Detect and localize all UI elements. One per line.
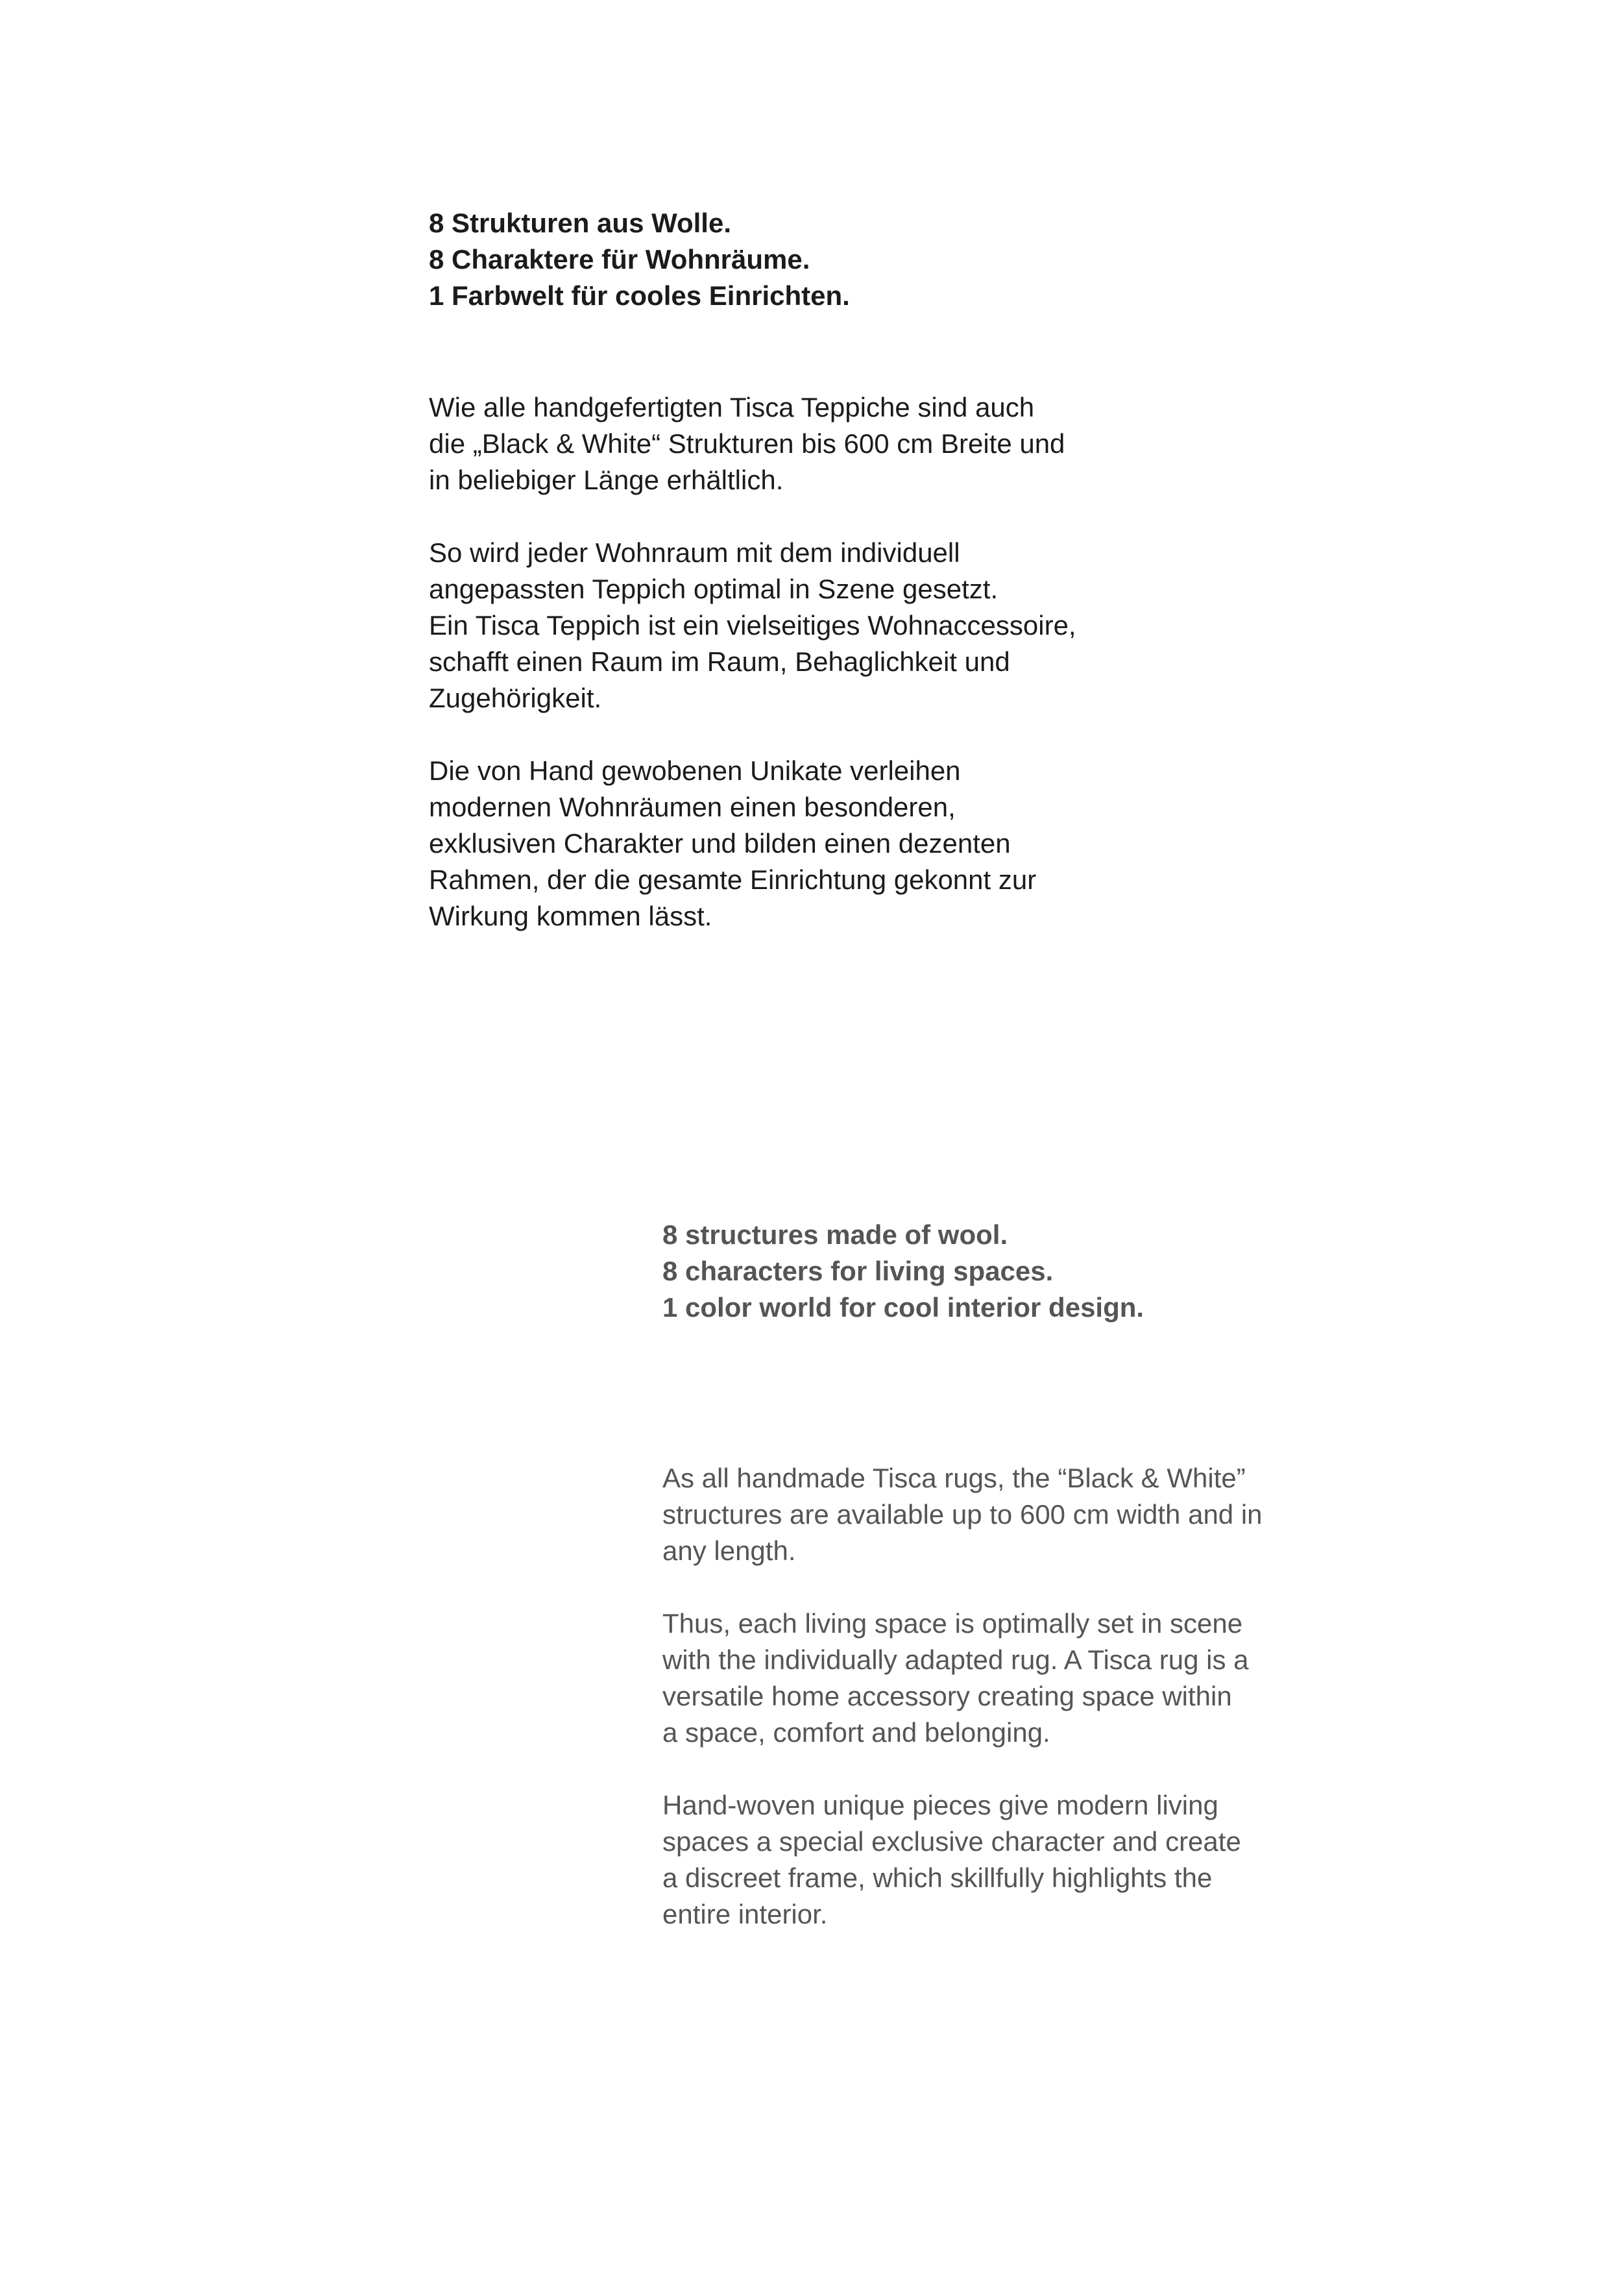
english-body	[662, 1460, 1263, 1933]
german-paragraph-1	[429, 389, 1076, 498]
body-line: die „Black & White“ Strukturen bis 600 cm Breite und	[429, 428, 1065, 459]
german-paragraph-3	[429, 753, 1076, 934]
german-paragraph-2	[429, 535, 1076, 716]
english-headline-line: 1 color world for cool interior design.	[662, 1292, 1144, 1323]
body-line: As all handmade Tisca rugs, the “Black & White”	[662, 1463, 1246, 1493]
body-line: angepassten Teppich optimal in Szene gesetzt.	[429, 574, 999, 604]
body-line: Hand-woven unique pieces give modern living	[662, 1790, 1218, 1820]
body-line: in beliebiger Länge erhältlich.	[429, 465, 784, 495]
body-line: Ein Tisca Teppich ist ein vielseitiges Wohnaccessoire,	[429, 610, 1076, 641]
body-line: Die von Hand gewobenen Unikate verleihen	[429, 755, 961, 786]
english-headline	[662, 1217, 1144, 1326]
english-paragraph-1	[662, 1460, 1263, 1569]
body-line: entire interior.	[662, 1899, 828, 1929]
body-line: with the individually adapted rug. A Tisca rug is a	[662, 1644, 1249, 1675]
english-paragraph-2	[662, 1606, 1263, 1751]
body-line: modernen Wohnräumen einen besonderen,	[429, 792, 956, 822]
body-line: Wirkung kommen lässt.	[429, 901, 712, 931]
german-body	[429, 389, 1076, 934]
body-line: Thus, each living space is optimally set in scene	[662, 1608, 1243, 1639]
german-headline-line: 1 Farbwelt für cooles Einrichten.	[429, 280, 850, 311]
body-line: Zugehörigkeit.	[429, 683, 602, 713]
body-line: Rahmen, der die gesamte Einrichtung gekonnt zur	[429, 864, 1037, 895]
english-headline-line: 8 structures made of wool.	[662, 1219, 1008, 1250]
body-line: exklusiven Charakter und bilden einen dezenten	[429, 828, 1011, 859]
body-line: any length.	[662, 1535, 796, 1566]
body-line: structures are available up to 600 cm width and in	[662, 1499, 1263, 1530]
body-line: a discreet frame, which skillfully highlights the	[662, 1862, 1213, 1893]
body-line: So wird jeder Wohnraum mit dem individuell	[429, 537, 960, 568]
german-headline-line: 8 Strukturen aus Wolle.	[429, 208, 731, 238]
body-line: versatile home accessory creating space within	[662, 1681, 1232, 1711]
body-line: a space, comfort and belonging.	[662, 1717, 1050, 1748]
german-headline	[429, 205, 850, 314]
english-headline-line: 8 characters for living spaces.	[662, 1256, 1054, 1286]
english-paragraph-3	[662, 1787, 1263, 1933]
body-line: Wie alle handgefertigten Tisca Teppiche sind auch	[429, 392, 1035, 422]
body-line: schafft einen Raum im Raum, Behaglichkeit und	[429, 646, 1010, 677]
german-headline-line: 8 Charaktere für Wohnräume.	[429, 244, 810, 275]
body-line: spaces a special exclusive character and create	[662, 1826, 1241, 1857]
